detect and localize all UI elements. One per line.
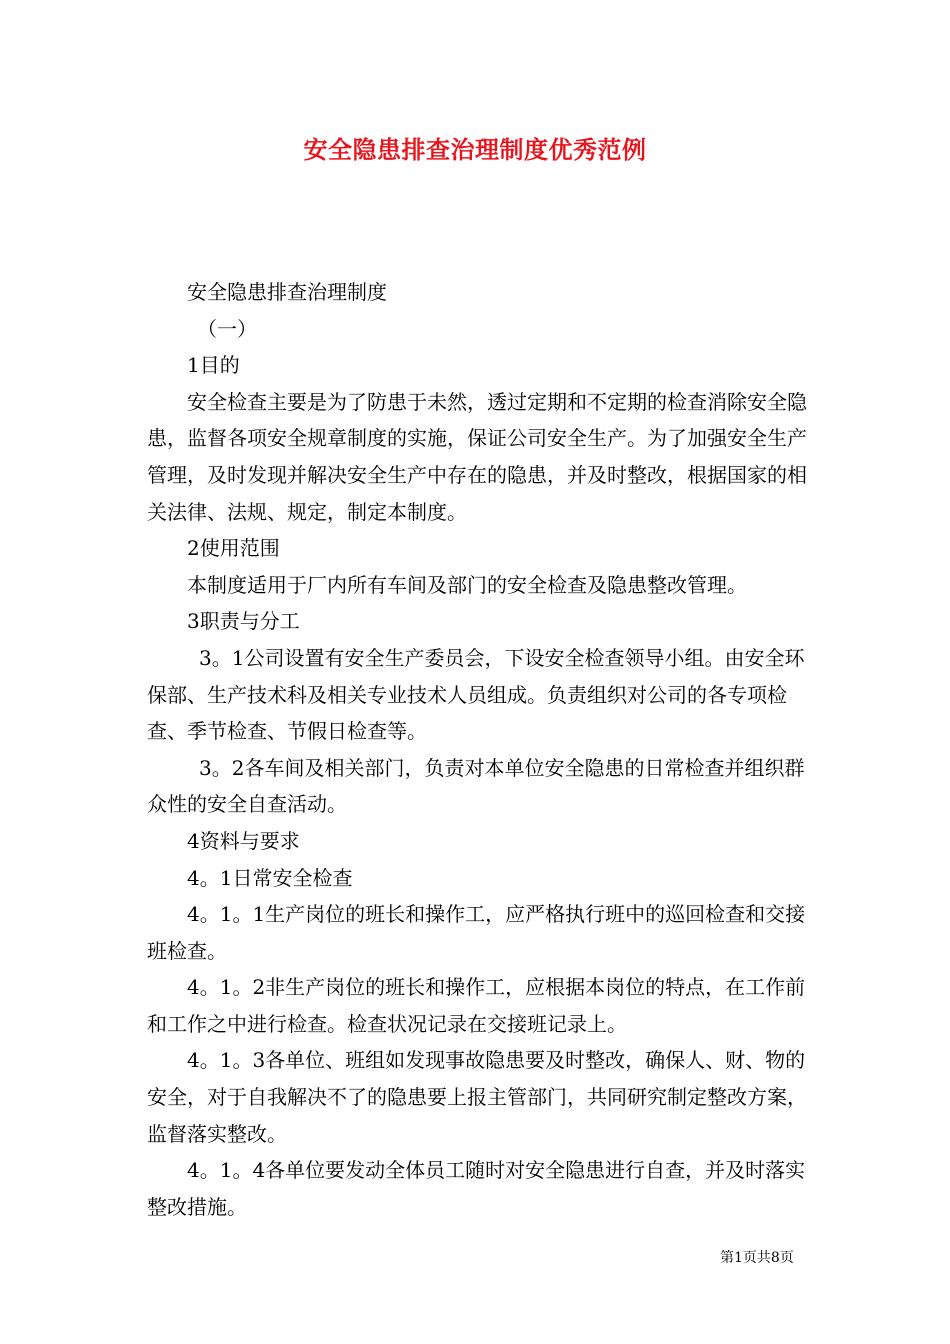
paragraph-4-1-1: 4。1。1生产岗位的班长和操作工，应严格执行班中的巡回检查和交接班检查。 <box>147 902 806 963</box>
paragraph-4-1-3: 4。1。3各单位、班组如发现事故隐患要及时整改，确保人、财、物的安全，对于自我解决不了的隐患要上报主管部门，共同研究制定整改方案，监督落实整改。 <box>147 1048 807 1146</box>
document-title: 安全隐患排查治理制度优秀范例 <box>303 135 647 164</box>
heading-4-1: 4。1日常安全检查 <box>187 865 353 890</box>
heading-purpose: 1目的 <box>187 353 240 378</box>
paragraph-4-1-2: 4。1。2非生产岗位的班长和操作工，应根据本岗位的特点，在工作前和工作之中进行检查。检查状况记录在交接班记录上。 <box>147 975 806 1036</box>
document-body <box>147 274 817 1225</box>
paragraph-3-1: 3。1公司设置有安全生产委员会，下设安全检查领导小组。由安全环保部、生产技术科及相关专业技术人员组成。负责组织对公司的各专项检查、季节检查、节假日检查等。 <box>147 645 805 744</box>
heading-requirements: 4资料与要求 <box>187 828 300 853</box>
paragraph-purpose: 安全检查主要是为了防患于未然，透过定期和不定期的检查消除安全隐患，监督各项安全规章制度的实施，保证公司安全生产。为了加强安全生产管理，及时发现并解决安全生产中存在的隐患，并及时整改，根据国家的相关法律、法规、规定，制定本制度。 <box>147 389 807 524</box>
section-number: （一） <box>197 316 257 341</box>
paragraph-3-2: 3。2各车间及相关部门，负责对本单位安全隐患的日常检查并组织群众性的安全自查活动。 <box>147 755 805 817</box>
paragraph-4-1-4: 4。1。4各单位要发动全体员工随时对安全隐患进行自查，并及时落实整改措施。 <box>147 1158 806 1219</box>
page-number: 第1页共8页 <box>720 1250 794 1266</box>
section-heading: 安全隐患排查治理制度 <box>187 280 387 304</box>
heading-responsibilities: 3职责与分工 <box>187 609 300 634</box>
paragraph-scope: 本制度适用于厂内所有车间及部门的安全检查及隐患整改管理。 <box>187 572 747 597</box>
heading-scope: 2使用范围 <box>187 536 280 561</box>
